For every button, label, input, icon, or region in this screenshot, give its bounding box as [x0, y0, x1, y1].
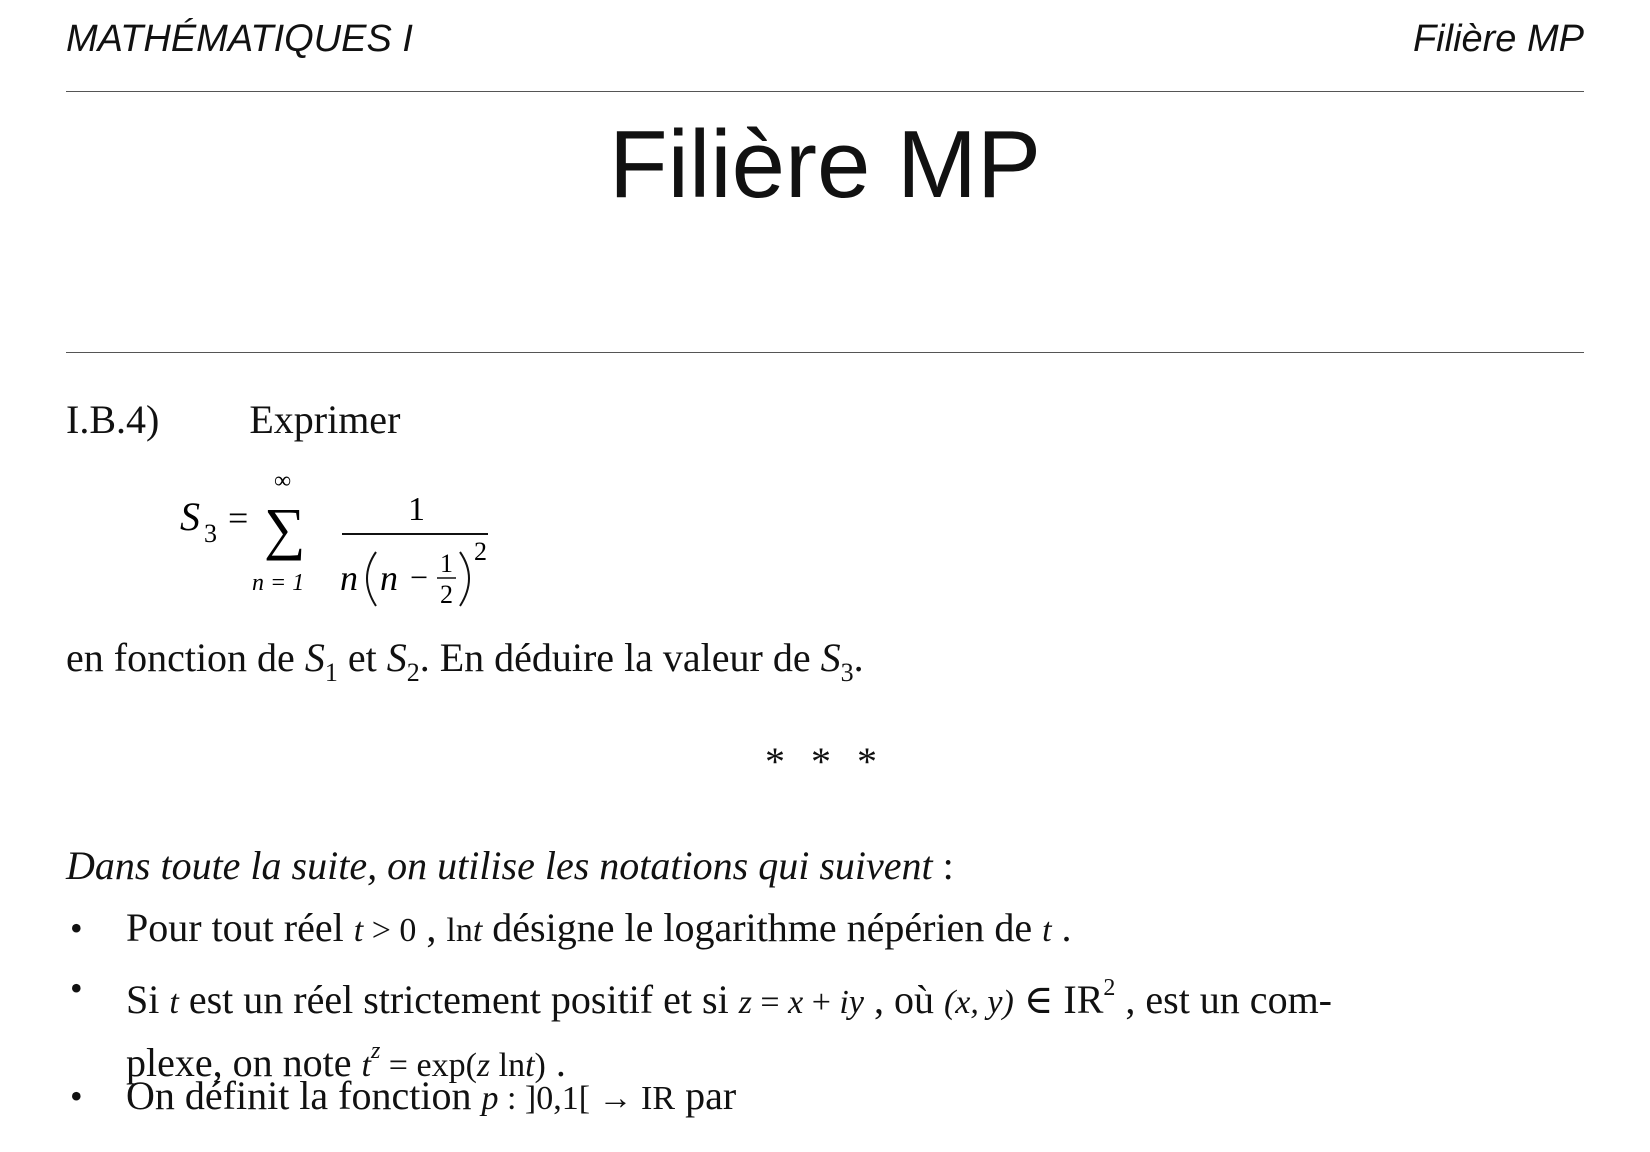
symbol-s2: S — [386, 635, 407, 680]
index-3: 3 — [840, 658, 854, 687]
page-title: Filière MP — [608, 111, 1042, 218]
power-exponent: 2 — [474, 537, 487, 566]
question-verb: Exprimer — [249, 397, 401, 442]
para-text: . En déduire la valeur de — [419, 635, 821, 680]
paragraph-express — [66, 634, 864, 697]
list-item — [66, 964, 1584, 1085]
symbol-s3: S — [820, 635, 841, 680]
half-denominator: 2 — [440, 580, 453, 609]
sum-upper-limit: ∞ — [274, 468, 292, 494]
bullet-text: Pour tout réel t > 0 , lnt désigne le logarithme népérien de t . — [126, 905, 1072, 950]
para-text: . — [853, 635, 864, 680]
list-item — [66, 904, 1584, 952]
index-2: 2 — [406, 658, 420, 687]
notations-intro-text: Dans toute la suite, on utilise les notations qui suivent — [66, 843, 933, 888]
bullet-text: On définit la fonction p : ]0,1[ → IR par — [126, 1073, 737, 1118]
formula-s3 — [180, 460, 540, 630]
question-heading — [66, 396, 400, 444]
para-text: en fonction de — [66, 635, 305, 680]
header-rule — [66, 91, 1584, 92]
question-number: I.B.4) — [66, 397, 160, 442]
header-track: Filière MP — [1412, 18, 1584, 60]
denominator-n: n — [340, 558, 358, 598]
page-header — [66, 18, 1584, 74]
bullet-dot-icon: • — [70, 1076, 83, 1116]
bullet-dot-icon: • — [70, 968, 83, 1008]
index-1: 1 — [324, 658, 338, 687]
bullet-dot-icon: • — [70, 908, 83, 948]
notations-colon: : — [932, 843, 954, 888]
list-item — [66, 1072, 1584, 1120]
notations-intro — [66, 842, 954, 890]
left-paren — [367, 552, 376, 606]
symbol-s1: S — [304, 635, 325, 680]
fraction-numerator: 1 — [408, 491, 425, 528]
para-text: et — [337, 635, 387, 680]
right-paren — [460, 552, 469, 606]
sum-lower-limit: n = 1 — [252, 570, 305, 596]
minus-sign: − — [410, 559, 429, 595]
formula-lhs: S — [180, 494, 200, 539]
formula-lhs-index: 3 — [204, 519, 217, 548]
title-rule — [66, 352, 1584, 353]
sum-symbol: ∑ — [264, 496, 306, 561]
header-subject: MATHÉMATIQUES I — [66, 18, 413, 60]
bullet-text: Si t est un réel strictement positif et si z = x + iy , où (x, y) ∈ $IR^2$ , est un com- plexe, on note $t^z = \exp(z$ lnt) . — [126, 975, 1332, 1085]
half-numerator: 1 — [440, 549, 453, 578]
inner-n: n — [380, 558, 398, 598]
formula-equals: = — [228, 498, 249, 538]
section-separator: * * * — [765, 739, 885, 784]
